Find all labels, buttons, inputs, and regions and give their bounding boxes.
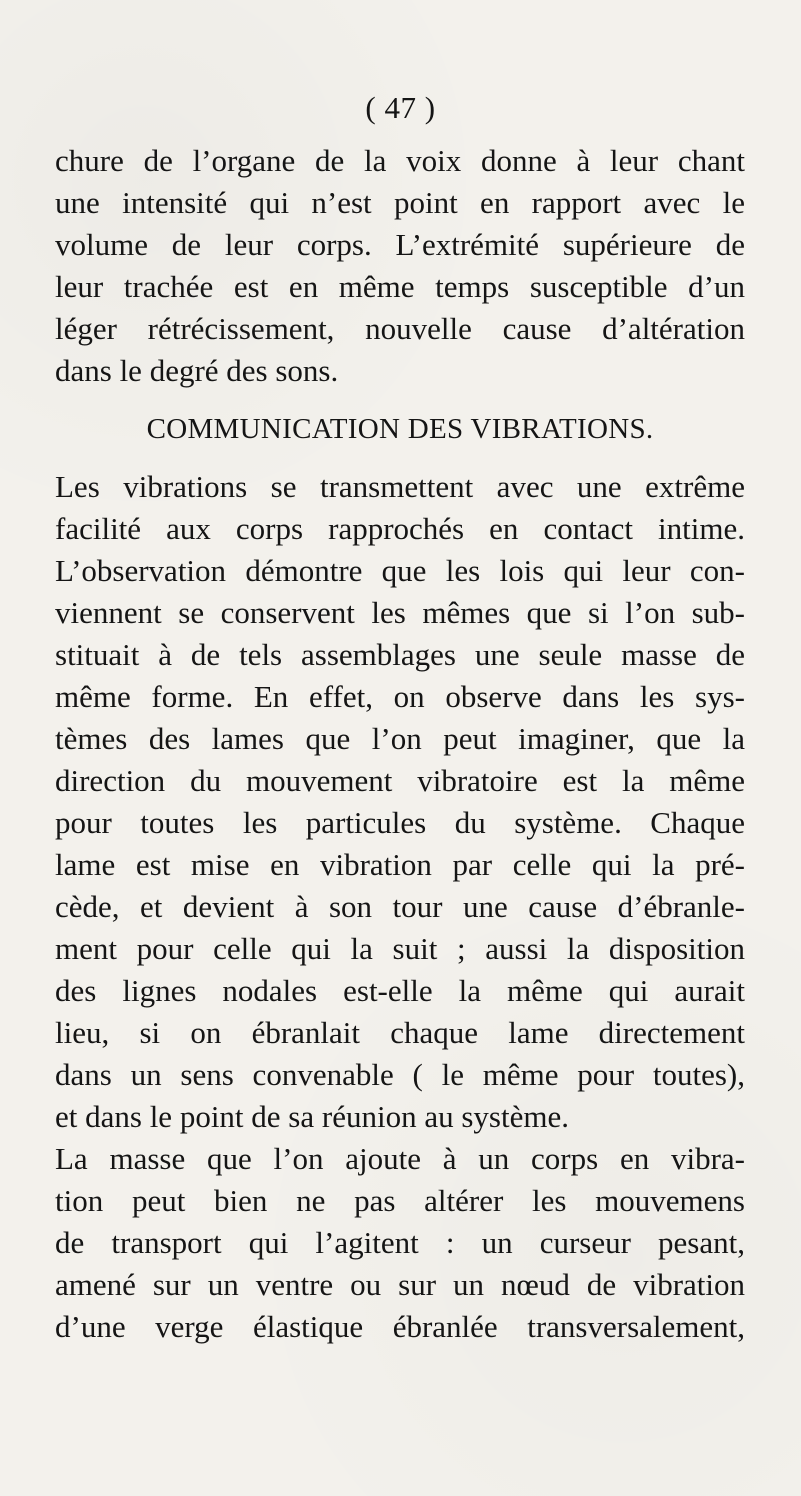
page-number: ( 47 ) bbox=[365, 90, 436, 125]
text-line: stituait à de tels assemblages une seule masse de bbox=[55, 637, 745, 672]
text-line: L’observation démontre que les lois qui leur con- bbox=[55, 553, 745, 588]
text-line: viennent se conservent les mêmes que si l’on sub- bbox=[55, 595, 745, 630]
text-line: d’une verge élastique ébranlée transversalement, bbox=[55, 1309, 745, 1344]
text-line: chure de l’organe de la voix donne à leur chant bbox=[55, 143, 745, 178]
text-line: léger rétrécissement, nouvelle cause d’altération bbox=[55, 311, 745, 346]
text-line: volume de leur corps. L’extrémité supérieure de bbox=[55, 227, 745, 262]
text-line: lame est mise en vibration par celle qui la pré- bbox=[55, 847, 745, 882]
text-line: tion peut bien ne pas altérer les mouvemens bbox=[55, 1183, 745, 1218]
text-line: de transport qui l’agitent : un curseur pesant, bbox=[55, 1225, 745, 1260]
text-line: des lignes nodales est-elle la même qui aurait bbox=[55, 973, 745, 1008]
text-line: facilité aux corps rapprochés en contact intime. bbox=[55, 511, 745, 546]
section-heading: COMMUNICATION DES VIBRATIONS. bbox=[146, 413, 654, 445]
text-line: Les vibrations se transmettent avec une extrême bbox=[55, 469, 745, 504]
text-line: direction du mouvement vibratoire est la même bbox=[55, 763, 745, 798]
text-line: La masse que l’on ajoute à un corps en vibra- bbox=[55, 1141, 745, 1176]
text-line: leur trachée est en même temps susceptible d’un bbox=[55, 269, 745, 304]
text-line: tèmes des lames que l’on peut imaginer, que la bbox=[55, 721, 745, 756]
text-line: dans un sens convenable ( le même pour toutes), bbox=[55, 1057, 745, 1092]
text-line: ment pour celle qui la suit ; aussi la disposition bbox=[55, 931, 745, 966]
text-line: même forme. En effet, on observe dans les sys- bbox=[55, 679, 745, 714]
text-line: dans le degré des sons. bbox=[55, 353, 339, 388]
text-line: et dans le point de sa réunion au système. bbox=[55, 1099, 569, 1134]
text-line: lieu, si on ébranlait chaque lame directement bbox=[55, 1015, 745, 1050]
text-line: une intensité qui n’est point en rapport avec le bbox=[55, 185, 745, 220]
text-line: pour toutes les particules du système. Chaque bbox=[55, 805, 745, 840]
text-line: cède, et devient à son tour une cause d’ébranle- bbox=[55, 889, 745, 924]
text-line: amené sur un ventre ou sur un nœud de vibration bbox=[55, 1267, 745, 1302]
